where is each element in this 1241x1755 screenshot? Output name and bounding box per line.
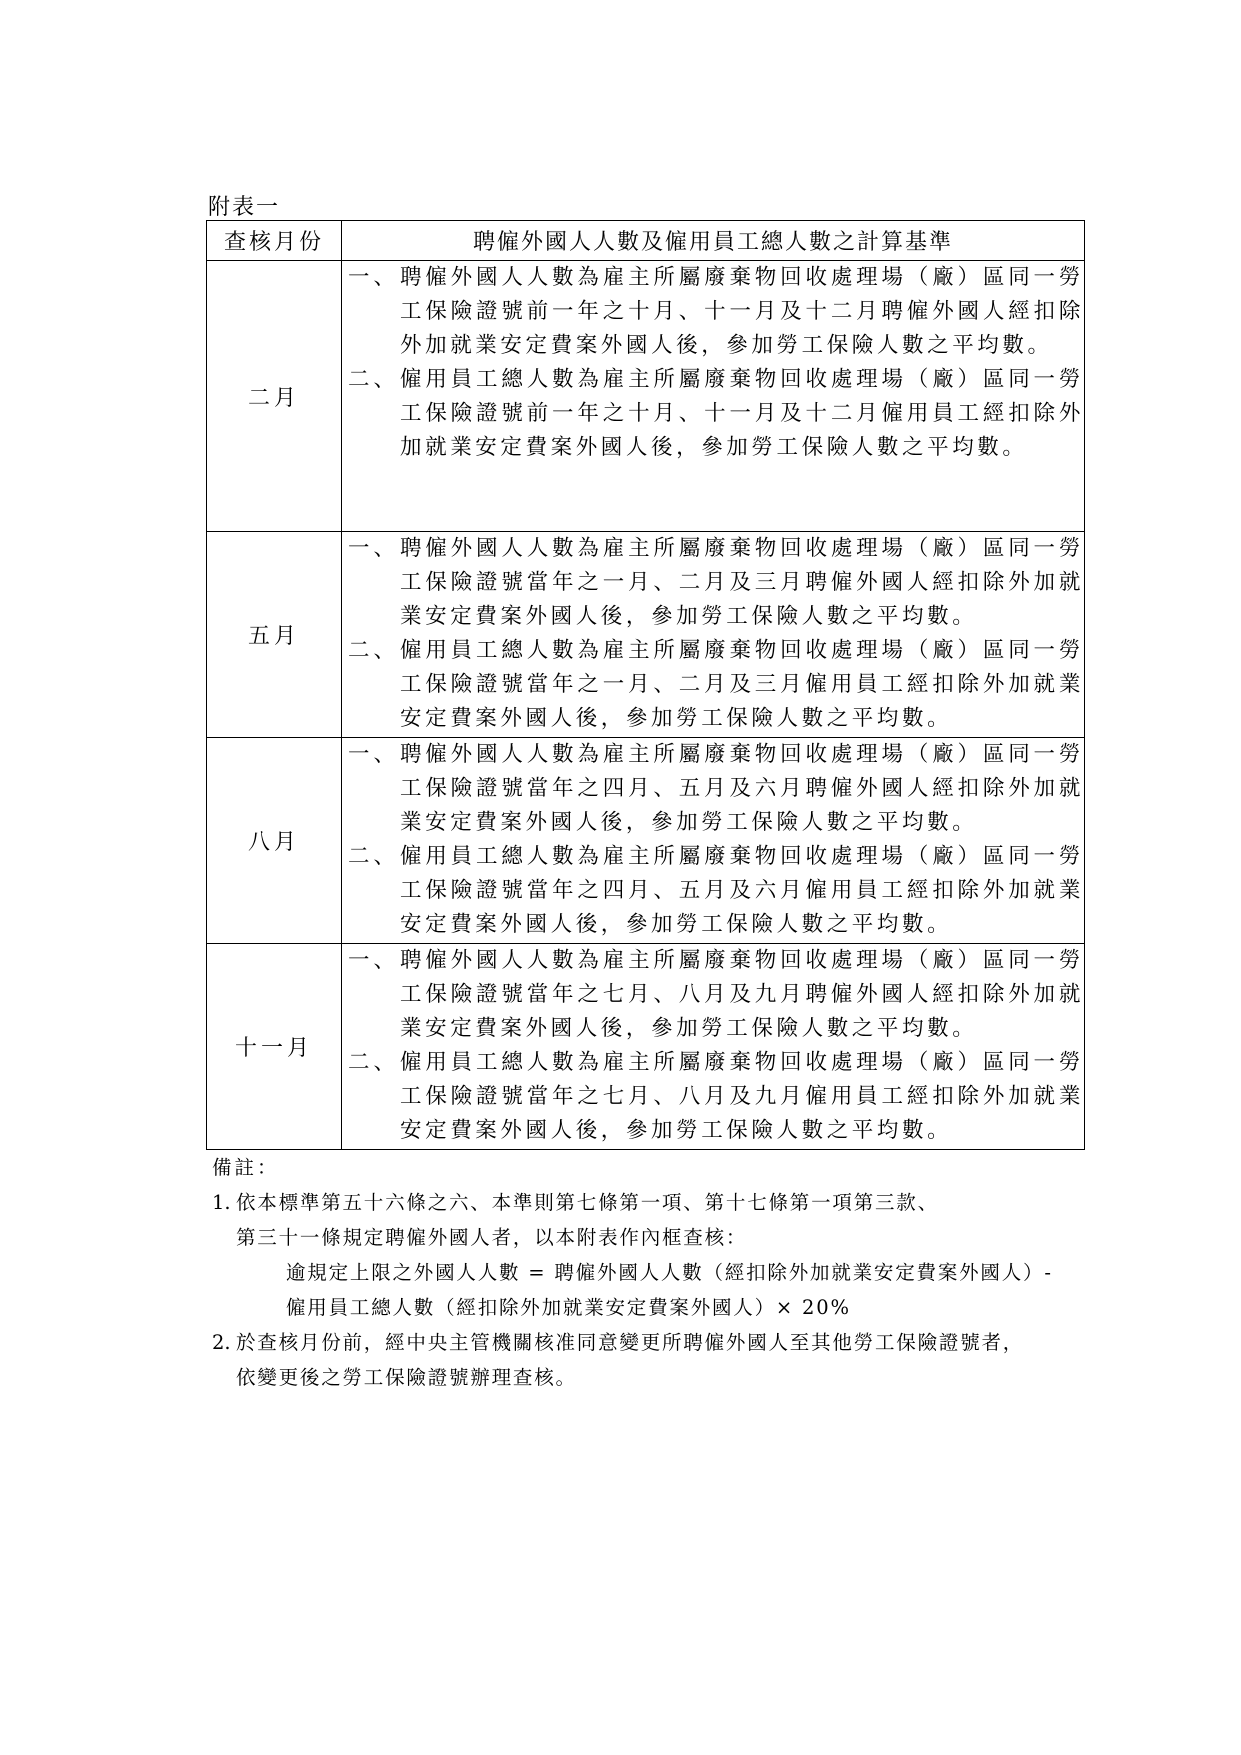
criteria-item [342, 363, 1084, 465]
note-item [212, 1325, 1092, 1395]
item-number: 一、 [348, 742, 400, 767]
table-caption: 附表一 [208, 195, 281, 220]
item-text: 僱用員工總人數為雇主所屬廢棄物回收處理場（廠）區同一勞工保險證號當年之七月、八月及九月僱用員工經扣除外加就業安定費案外國人後，參加勞工保險人數之平均數。 [400, 1050, 1084, 1143]
item-number: 二、 [348, 367, 400, 392]
note-number: 1. [212, 1191, 231, 1214]
item-text: 聘僱外國人人數為雇主所屬廢棄物回收處理場（廠）區同一勞工保險證號前一年之十月、十一月及十二月聘僱外國人經扣除外加就業安定費案外國人後，參加勞工保險人數之平均數。 [400, 265, 1084, 358]
table-row [207, 261, 1085, 532]
notes-title: 備註： [212, 1156, 280, 1179]
criteria-item [342, 634, 1084, 736]
month-cell: 八月 [207, 738, 342, 944]
header-month: 查核月份 [207, 221, 342, 261]
criteria-item [342, 1046, 1084, 1148]
note-item [212, 1185, 1092, 1325]
table-row [207, 738, 1085, 944]
note-line: 依本標準第五十六條之六、本準則第七條第一項、第十七條第一項第三款、 [236, 1191, 939, 1214]
header-criteria: 聘僱外國人人數及僱用員工總人數之計算基準 [342, 221, 1085, 261]
note-line: 於查核月份前，經中央主管機關核准同意變更所聘僱外國人至其他勞工保險證號者， [236, 1331, 1025, 1354]
item-text: 僱用員工總人數為雇主所屬廢棄物回收處理場（廠）區同一勞工保險證號前一年之十月、十一月及十二月僱用員工經扣除外加就業安定費案外國人後，參加勞工保險人數之平均數。 [400, 367, 1084, 460]
criteria-cell [342, 738, 1085, 944]
item-number: 二、 [348, 638, 400, 663]
criteria-item [342, 532, 1084, 634]
item-number: 一、 [348, 536, 400, 561]
note-number: 2. [212, 1331, 231, 1354]
note-line: 第三十一條規定聘僱外國人者，以本附表作內框查核： [236, 1226, 748, 1249]
item-text: 聘僱外國人人數為雇主所屬廢棄物回收處理場（廠）區同一勞工保險證號當年之四月、五月及六月聘僱外國人經扣除外加就業安定費案外國人後，參加勞工保險人數之平均數。 [400, 742, 1084, 835]
item-text: 僱用員工總人數為雇主所屬廢棄物回收處理場（廠）區同一勞工保險證號當年之一月、二月及三月僱用員工經扣除外加就業安定費案外國人後，參加勞工保險人數之平均數。 [400, 638, 1084, 731]
criteria-item [342, 738, 1084, 840]
criteria-cell [342, 944, 1085, 1150]
criteria-cell [342, 261, 1085, 532]
criteria-item [342, 261, 1084, 363]
item-number: 一、 [348, 948, 400, 973]
item-text: 僱用員工總人數為雇主所屬廢棄物回收處理場（廠）區同一勞工保險證號當年之四月、五月及六月僱用員工經扣除外加就業安定費案外國人後，參加勞工保險人數之平均數。 [400, 844, 1084, 937]
table-row [207, 944, 1085, 1150]
item-text: 聘僱外國人人數為雇主所屬廢棄物回收處理場（廠）區同一勞工保險證號當年之一月、二月及三月聘僱外國人經扣除外加就業安定費案外國人後，參加勞工保險人數之平均數。 [400, 536, 1084, 629]
table-header-row [207, 221, 1085, 261]
formula-line: 僱用員工總人數（經扣除外加就業安定費案外國人）× 20% [286, 1296, 851, 1319]
item-number: 一、 [348, 265, 400, 290]
formula-line: 逾規定上限之外國人人數 = 聘僱外國人人數（經扣除外加就業安定費案外國人）- [286, 1261, 1053, 1284]
criteria-item [342, 840, 1084, 942]
notes-section [212, 1150, 1092, 1395]
note-line: 依變更後之勞工保險證號辦理查核。 [236, 1366, 577, 1389]
item-text: 聘僱外國人人數為雇主所屬廢棄物回收處理場（廠）區同一勞工保險證號當年之七月、八月及九月聘僱外國人經扣除外加就業安定費案外國人後，參加勞工保險人數之平均數。 [400, 948, 1084, 1041]
item-number: 二、 [348, 844, 400, 869]
criteria-cell [342, 532, 1085, 738]
month-cell: 十一月 [207, 944, 342, 1150]
month-cell: 五月 [207, 532, 342, 738]
table-row [207, 532, 1085, 738]
month-cell: 二月 [207, 261, 342, 532]
criteria-item [342, 944, 1084, 1046]
item-number: 二、 [348, 1050, 400, 1075]
criteria-table [206, 220, 1085, 1150]
